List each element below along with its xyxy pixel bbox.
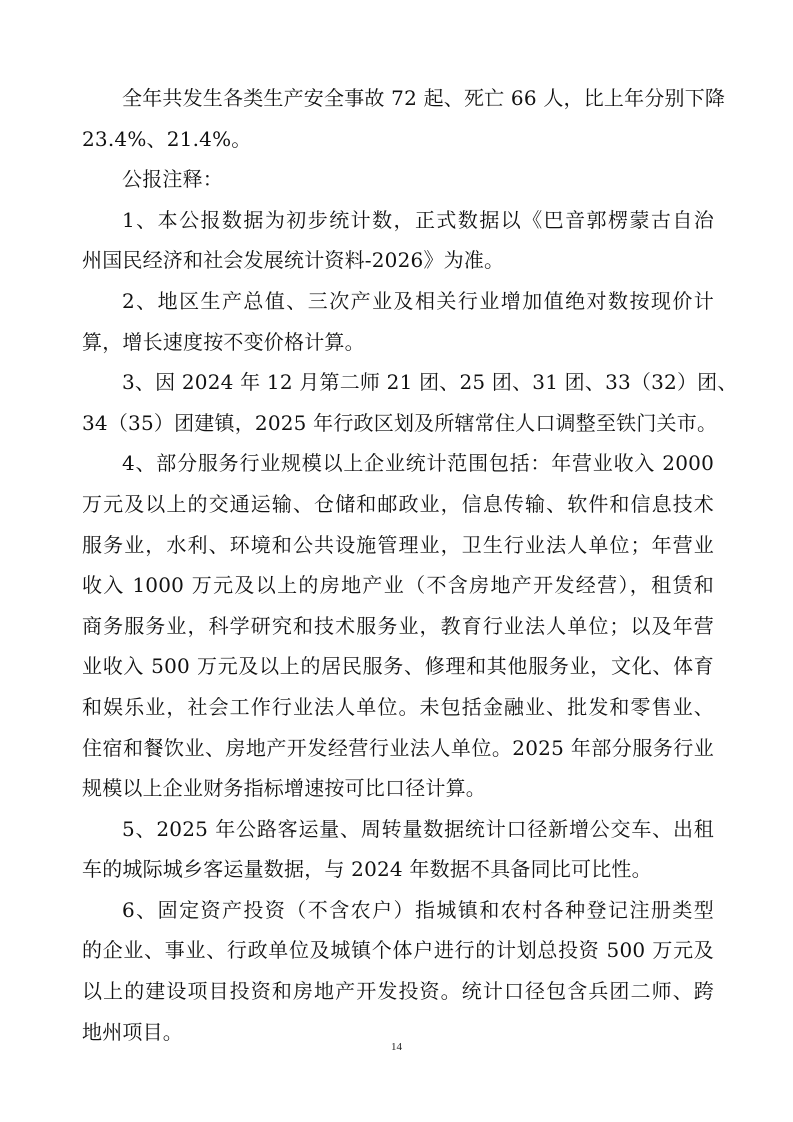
paragraph-accidents bbox=[82, 78, 726, 159]
body-text bbox=[82, 78, 738, 1052]
text-line: 5、2025 年公路客运量、周转量数据统计口径新增公交车、出租 bbox=[122, 816, 714, 841]
text-line: 州国民经济和社会发展统计资料-2026》为准。 bbox=[82, 248, 505, 273]
note-3 bbox=[82, 362, 738, 443]
text-line: 1、本公报数据为初步统计数，正式数据以《巴音郭楞蒙古自治 bbox=[122, 207, 714, 232]
text-line: 的企业、事业、行政单位及城镇个体户进行的计划总投资 500 万元及 bbox=[82, 938, 714, 963]
section-heading: 公报注释： bbox=[122, 167, 223, 192]
page-number: 14 bbox=[391, 1041, 402, 1053]
text-line: 以上的建设项目投资和房地产开发投资。统计口径包含兵团二师、跨 bbox=[82, 979, 714, 1004]
text-line: 服务业，水利、环境和公共设施管理业，卫生行业法人单位；年营业 bbox=[82, 532, 714, 557]
text-line: 3、因 2024 年 12 月第二师 21 团、25 团、31 团、33（32）团、 bbox=[122, 370, 738, 395]
text-line: 算，增长速度按不变价格计算。 bbox=[82, 329, 365, 354]
text-line: 住宿和餐饮业、房地产开发经营行业法人单位。2025 年部分服务行业 bbox=[82, 735, 714, 760]
note-6 bbox=[82, 890, 714, 1052]
notes-heading bbox=[82, 159, 714, 200]
note-5 bbox=[82, 809, 714, 890]
text-line: 2、地区生产总值、三次产业及相关行业增加值绝对数按现价计 bbox=[122, 288, 714, 313]
text-line: 4、部分服务行业规模以上企业统计范围包括：年营业收入 2000 bbox=[122, 451, 714, 476]
text-line: 车的城际城乡客运量数据，与 2024 年数据不具备同比可比性。 bbox=[82, 857, 652, 882]
text-line: 收入 1000 万元及以上的房地产业（不含房地产开发经营），租赁和 bbox=[82, 573, 714, 598]
text-line: 全年共发生各类生产安全事故 72 起、死亡 66 人，比上年分别下降 bbox=[122, 86, 726, 110]
text-line: 和娱乐业，社会工作行业法人单位。未包括金融业、批发和零售业、 bbox=[82, 694, 714, 719]
text-line: 商务服务业，科学研究和技术服务业，教育行业法人单位；以及年营 bbox=[82, 613, 714, 638]
note-4 bbox=[82, 443, 714, 808]
text-line: 业收入 500 万元及以上的居民服务、修理和其他服务业，文化、体育 bbox=[82, 654, 714, 679]
note-2 bbox=[82, 281, 714, 362]
text-line: 地州项目。 bbox=[82, 1019, 183, 1044]
text-line: 规模以上企业财务指标增速按可比口径计算。 bbox=[82, 776, 486, 801]
text-line: 6、固定资产投资（不含农户）指城镇和农村各种登记注册类型 bbox=[122, 897, 714, 922]
text-line: 万元及以上的交通运输、仓储和邮政业，信息传输、软件和信息技术 bbox=[82, 491, 714, 516]
text-line: 23.4%、21.4%。 bbox=[82, 126, 252, 151]
text-line: 34（35）团建镇，2025 年行政区划及所辖常住人口调整至铁门关市。 bbox=[82, 410, 718, 435]
note-1 bbox=[82, 200, 714, 281]
